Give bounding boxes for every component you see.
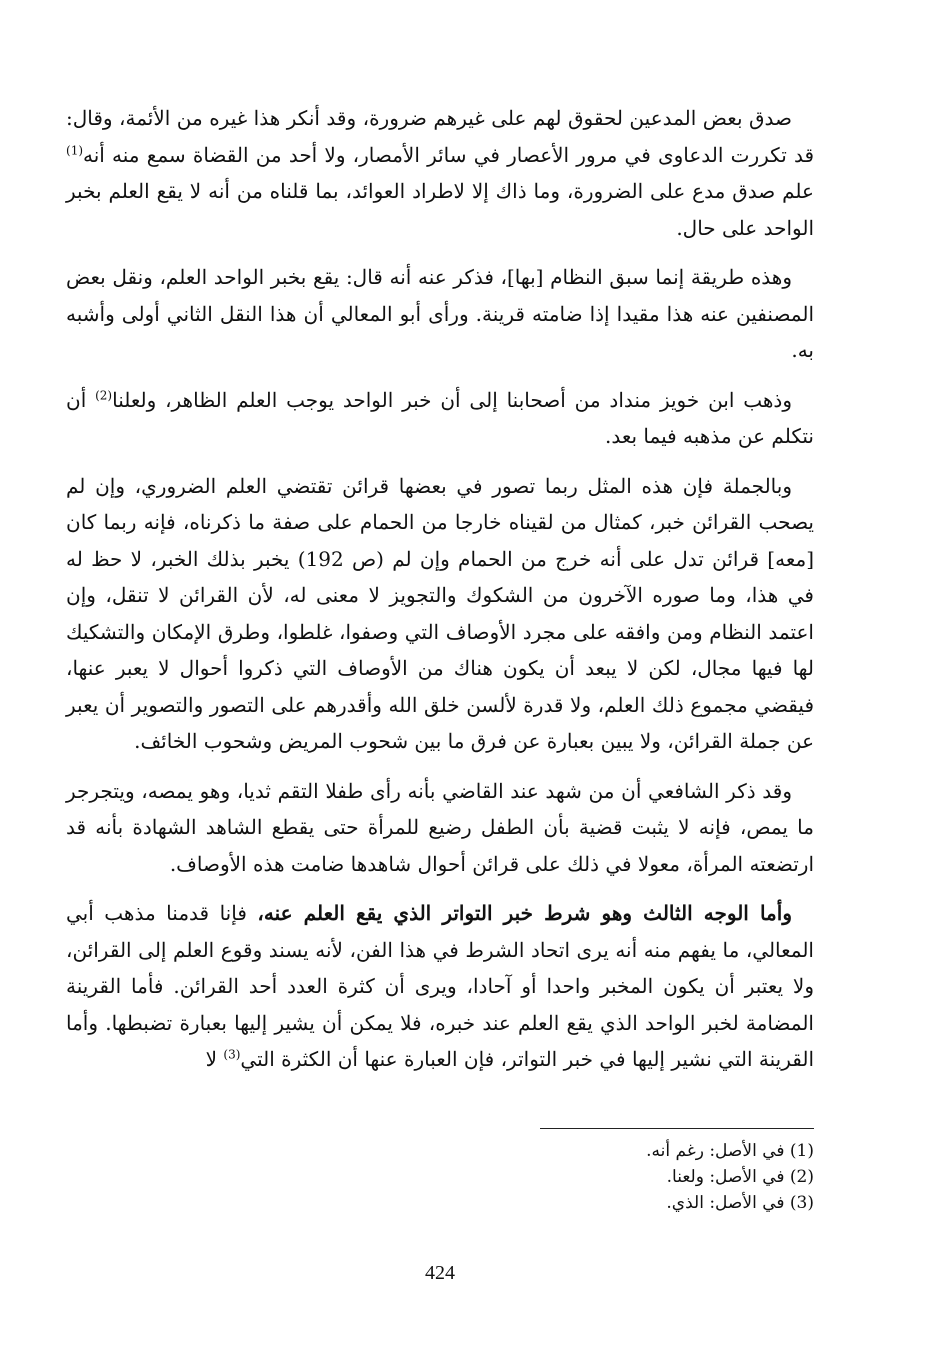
paragraph-2 — [66, 259, 814, 369]
footnote-separator — [540, 1128, 814, 1129]
paragraph-5-text: وقد ذكر الشافعي أن من شهد عند القاضي بأنه رأى طفلا التقم ثديا، وهو يمصه، ويتجرجر ما يمص، فإنه لا يثبت قضية بأن الطفل رضيع للمرأة حتى يقطع الشاهد الشهادة بأنه قد ارتضعته المرأة، معولا في ذلك على قرائن أحوال شاهدها ضامت هذه الأوصاف. — [66, 778, 814, 876]
footnote-ref-2: (2) — [95, 387, 113, 402]
page-number: 424 — [425, 1262, 455, 1284]
footnote-1: (1) في الأصل: رغم أنه. — [646, 1141, 814, 1161]
footnote-2: (2) في الأصل: ولعنا. — [666, 1167, 814, 1187]
paragraph-1 — [66, 100, 814, 246]
footnote-ref-3: (3) — [223, 1047, 241, 1062]
paragraph-2-text: وهذه طريقة إنما سبق النظام [بها]، فذكر عنه أنه قال: يقع بخبر الواحد العلم، ونقل بعض المصنفين عنه هذا مقيدا إذا ضامته قرينة. ورأى أبو المعالي أن هذا النقل الثاني أولى وأشبه به. — [66, 265, 814, 362]
paragraph-6-text-a: فإنا قدمنا مذهب أبي المعالي، ما يفهم منه أنه يرى اتحاد الشرط في هذا الفن، لأنه يسند وقوع العلم إلى القرائن، ولا يعتبر أن يكون المخبر واحدا أو آحادا، ويرى أن كثرة العدد أحد القرائن. فأما القرينة المضامة لخبر الواحد الذي يقع العلم عند خبره، فلا يمكن أن يشير إليها بعبارة تضبطها. وأما القرينة التي نشير إليها في خبر التواتر، فإن العبارة عنها أن الكثرة التي — [66, 901, 814, 1071]
paragraph-3-text-b: أن نتكلم عن مذهبه فيما بعد. — [66, 387, 814, 448]
footnote-ref-1: (1) — [66, 142, 84, 157]
paragraph-6-text-b: لا — [205, 1047, 224, 1071]
paragraph-4-text: وبالجملة فإن هذه المثل ربما تصور في بعضها قرائن تقتضي العلم الضروري، وإن لم يصحب القرائن خبر، كمثال من لقيناه خارجا من الحمام على صفة ما ذكرناه، فإنه ربما كان [معه] قرائن تدل على أنه خرج من الحمام وإن لم (ص 192) يخبر بذلك الخبر، لا حظ له في هذا، وما صوره الآخرون من الشكوك والتجويز لا معنى له، لأن القرائن لا تنقل، وإن اعتمد النظام ومن وافقه على مجرد الأوصاف التي وصفوا، غلطوا، وطرق الإمكان والتشكيك لها فيها مجال، لكن لا يبعد أن يكون هناك من الأوصاف التي ذكروا أحوال لا يعبر عنها، فيقضي مجموع ذلك العلم، ولا قدرة لألسن خلق الله وأقدرهم على التصور والتصوير أن يعبر عن جملة القرائن، ولا يبين بعبارة عن فرق ما بين شحوب المريض وشحوب الخائف. — [66, 473, 814, 753]
paragraph-3-text-a: وذهب ابن خويز منداد من أصحابنا إلى أن خبر الواحد يوجب العلم الظاهر، ولعلنا — [112, 387, 792, 412]
paragraph-1-text-a: صدق بعض المدعين لحقوق لهم على غيرهم ضرورة، وقد أنكر هذا غيره من الأئمة، وقال: قد تكررت الدعاوى في مرور الأعصار في سائر الأمصار، ولا أحد من القضاة سمع منه أنه — [66, 106, 814, 167]
main-text — [66, 100, 814, 1091]
paragraph-3 — [66, 382, 814, 455]
footnote-3: (3) في الأصل: الذي. — [666, 1193, 814, 1213]
footnotes — [480, 1138, 814, 1216]
paragraph-6 — [66, 895, 814, 1078]
paragraph-1-text-b: علم صدق مدع على الضرورة، وما ذاك إلا لاطراد العوائد، بما قلناه من أنه لا يقع العلم بخبر الواحد على حال. — [66, 179, 814, 240]
paragraph-4 — [66, 468, 814, 760]
paragraph-5 — [66, 773, 814, 883]
paragraph-6-bold-lead: وأما الوجه الثالث وهو شرط خبر التواتر الذي يقع العلم عنه، — [257, 901, 792, 925]
